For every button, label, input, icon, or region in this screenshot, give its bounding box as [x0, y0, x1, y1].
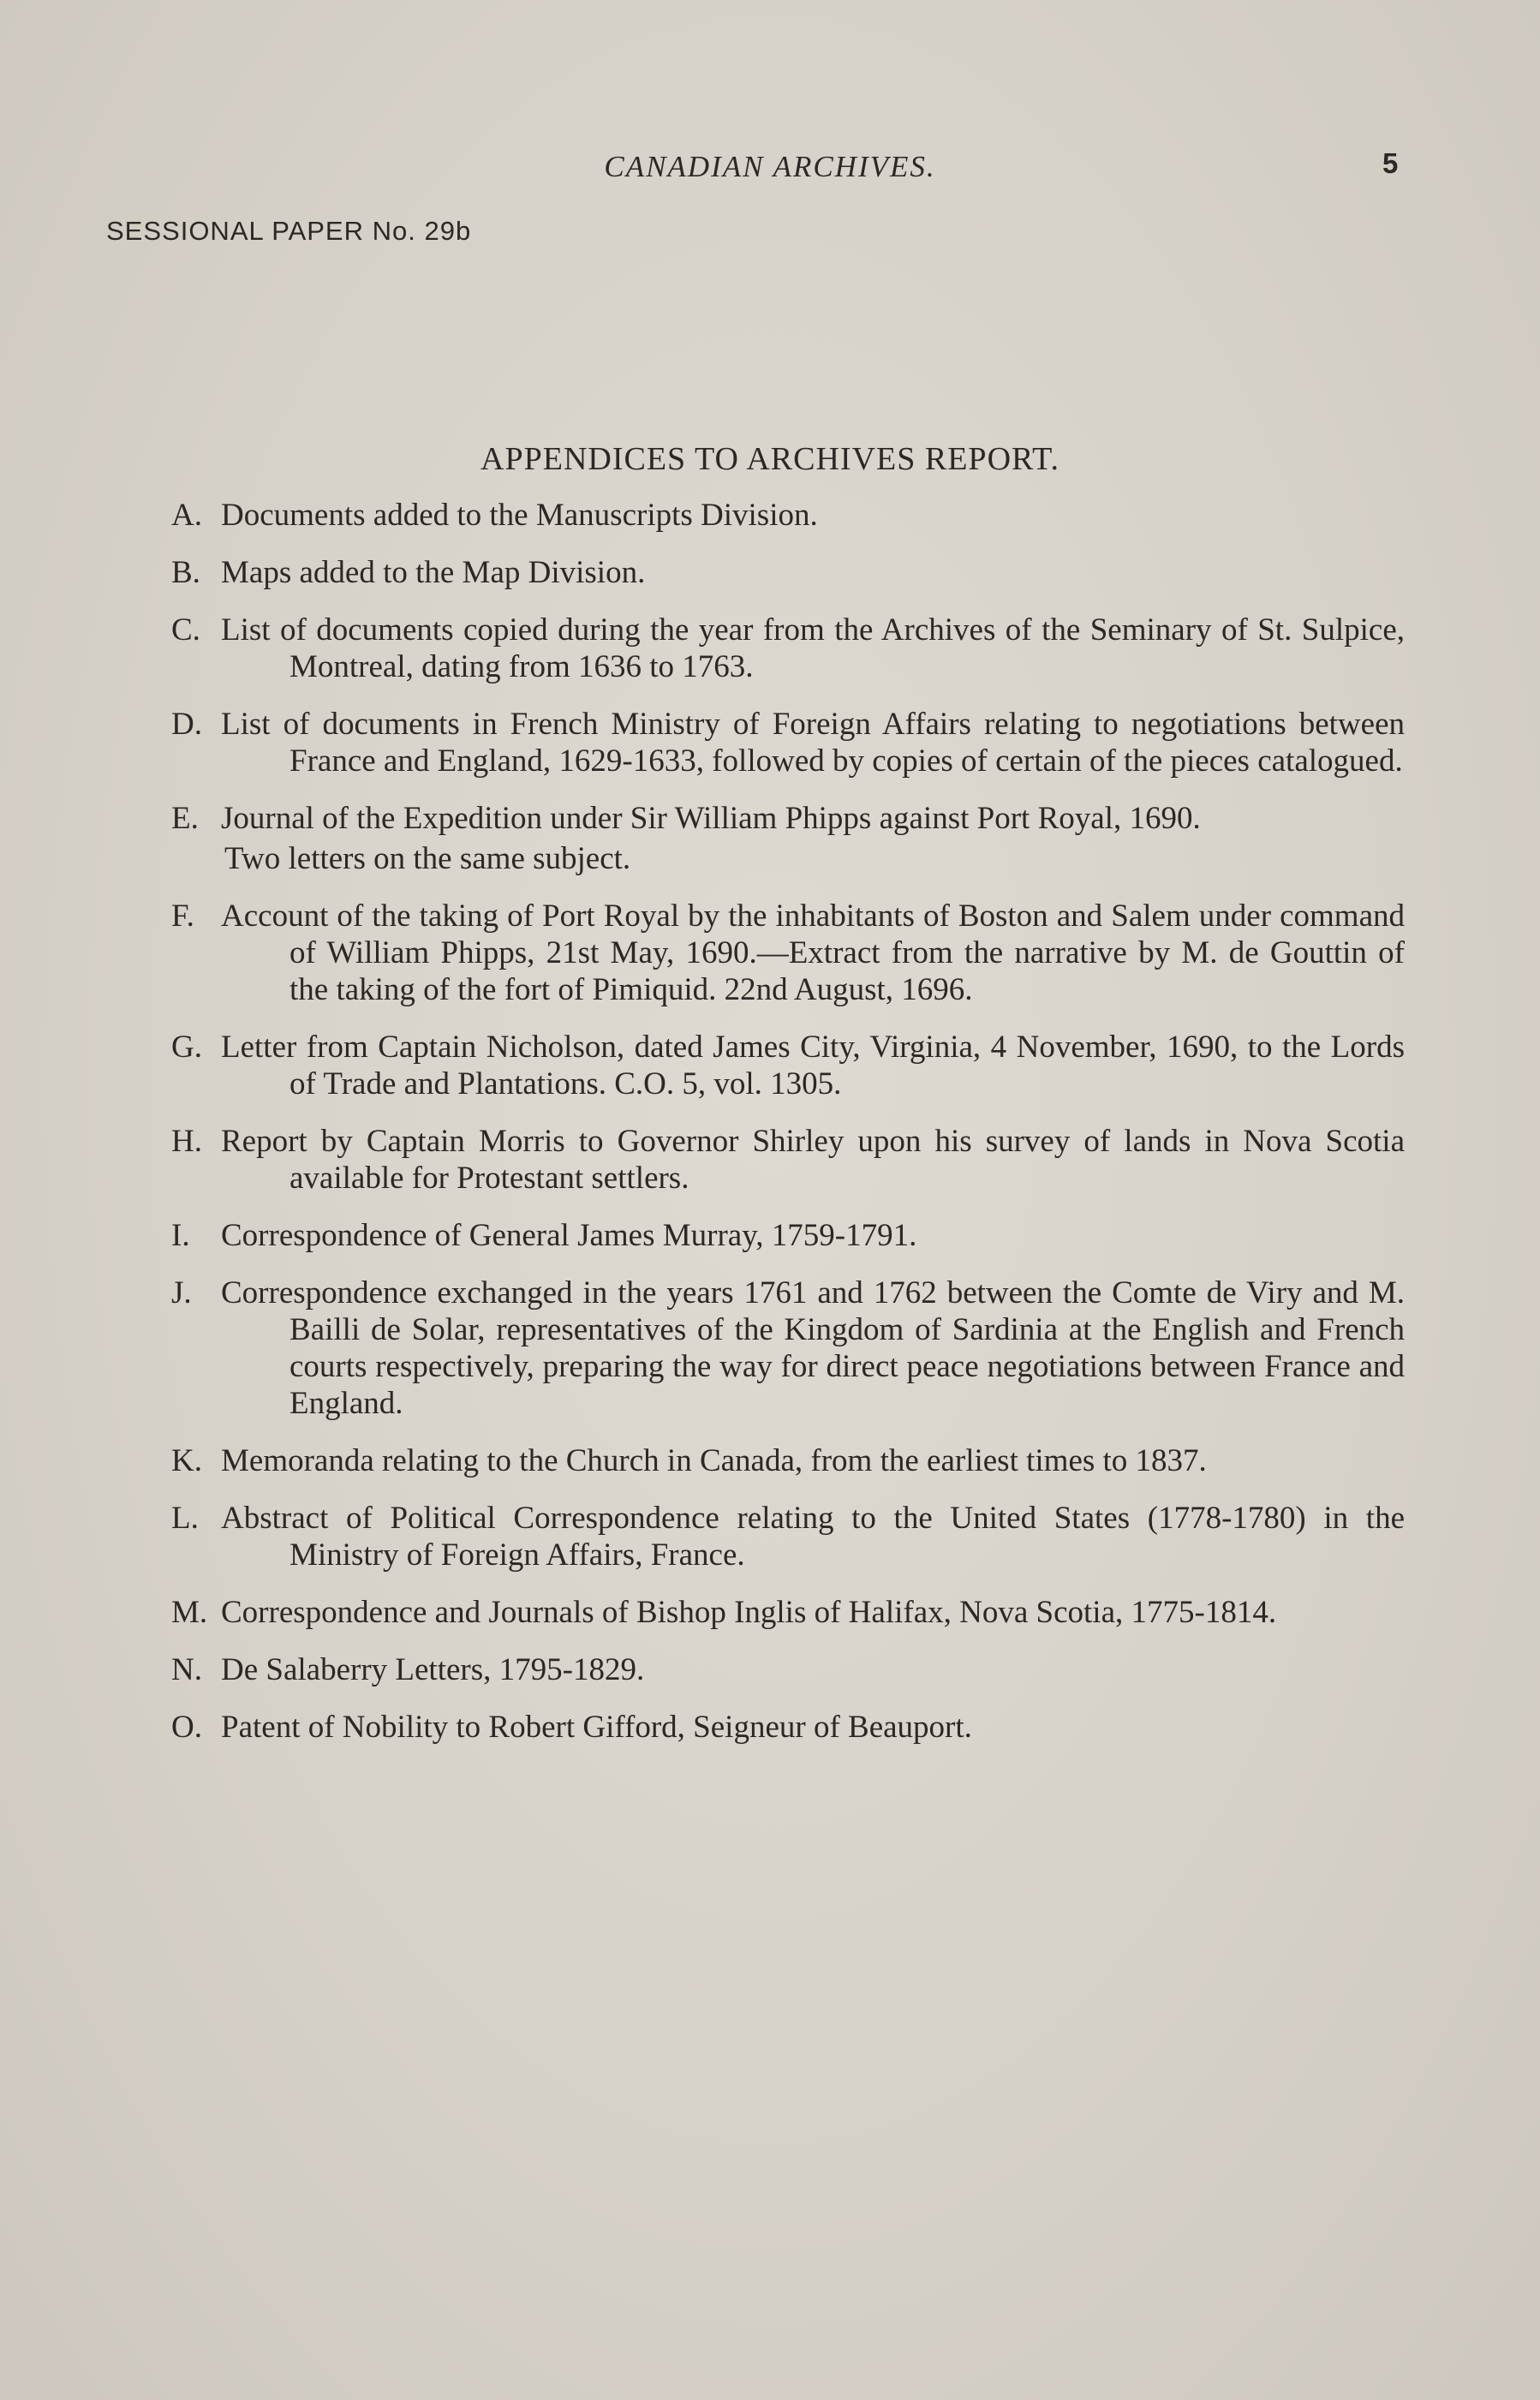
appendix-item-k	[171, 1442, 1405, 1479]
appendix-letter: E.	[171, 801, 199, 836]
appendix-text: List of documents in French Ministry of Foreign Affairs relating to negotiations between France and England, 1629-1633, followed by copies of certain of the pieces catalogued.	[221, 707, 1405, 779]
appendix-letter: J.	[171, 1275, 192, 1310]
page-number: 5	[1382, 147, 1399, 179]
appendix-subtext: Two letters on the same subject.	[224, 841, 631, 876]
appendix-text: De Salaberry Letters, 1795-1829.	[221, 1652, 645, 1687]
appendix-letter: B.	[171, 555, 200, 590]
appendix-item-c	[171, 612, 1405, 685]
sessional-paper-label: SESSIONAL PAPER No. 29b	[106, 216, 472, 246]
appendix-item-j	[171, 1275, 1405, 1422]
appendix-item-g	[171, 1029, 1405, 1102]
appendix-letter: C.	[171, 612, 200, 648]
appendix-item-h	[171, 1123, 1405, 1197]
appendix-item-b	[171, 554, 1405, 591]
appendix-letter: N.	[171, 1652, 202, 1687]
appendix-item-a	[171, 497, 1405, 534]
appendix-letter: H.	[171, 1124, 202, 1159]
appendix-text: Correspondence of General James Murray, 1759-1791.	[221, 1218, 917, 1253]
appendix-item-o	[171, 1709, 1405, 1746]
appendix-letter: O.	[171, 1710, 202, 1745]
appendix-letter: I.	[171, 1218, 190, 1253]
appendix-letter: L.	[171, 1501, 199, 1536]
appendix-text: Memoranda relating to the Church in Canada, from the earliest times to 1837.	[221, 1443, 1207, 1478]
appendix-text: Report by Captain Morris to Governor Shirley upon his survey of lands in Nova Scotia available for Protestant settlers.	[221, 1124, 1405, 1196]
appendix-letter: M.	[171, 1595, 208, 1630]
page-title: APPENDICES TO ARCHIVES REPORT.	[481, 441, 1059, 477]
appendix-text: Maps added to the Map Division.	[221, 555, 646, 590]
appendix-text: Letter from Captain Nicholson, dated James City, Virginia, 4 November, 1690, to the Lords of Trade and Plantations. C.O. 5, vol. 1305.	[221, 1030, 1405, 1101]
appendix-letter: D.	[171, 707, 202, 742]
running-title: CANADIAN ARCHIVES.	[604, 150, 936, 183]
appendix-text: Abstract of Political Correspondence relating to the United States (1778-1780) in the Ministry of Foreign Affairs, France.	[221, 1501, 1405, 1573]
appendix-text: List of documents copied during the year from the Archives of the Seminary of St. Sulpice, Montreal, dating from 1636 to 1763.	[221, 612, 1405, 684]
appendix-item-e	[171, 800, 1405, 877]
appendix-letter: A.	[171, 498, 202, 533]
appendix-item-n	[171, 1651, 1405, 1688]
appendix-item-l	[171, 1500, 1405, 1573]
appendix-text: Correspondence exchanged in the years 1761 and 1762 between the Comte de Viry and M. Bailli de Solar, representatives of the Kingdom of Sardinia at the English and French courts respectively, preparing the way for direct peace negotiations between France and England.	[221, 1275, 1405, 1421]
appendix-letter: G.	[171, 1030, 202, 1065]
appendix-text: Correspondence and Journals of Bishop Inglis of Halifax, Nova Scotia, 1775-1814.	[221, 1595, 1277, 1630]
appendix-text: Patent of Nobility to Robert Gifford, Seigneur of Beauport.	[221, 1710, 972, 1745]
appendix-letter: F.	[171, 899, 194, 934]
appendix-text: Journal of the Expedition under Sir William Phipps against Port Royal, 1690.	[221, 801, 1201, 836]
appendix-item-i	[171, 1217, 1405, 1254]
appendix-text: Account of the taking of Port Royal by the inhabitants of Boston and Salem under command of William Phipps, 21st May, 1690.—Extract from the narrative by M. de Gouttin of the taking of the fort of Pimiquid. 22nd August, 1696.	[221, 899, 1405, 1007]
appendix-list	[171, 497, 1405, 1766]
appendix-letter: K.	[171, 1443, 202, 1478]
appendix-item-d	[171, 706, 1405, 779]
appendix-text: Documents added to the Manuscripts Division.	[221, 498, 818, 533]
appendix-item-f	[171, 898, 1405, 1008]
appendix-item-m	[171, 1594, 1405, 1631]
